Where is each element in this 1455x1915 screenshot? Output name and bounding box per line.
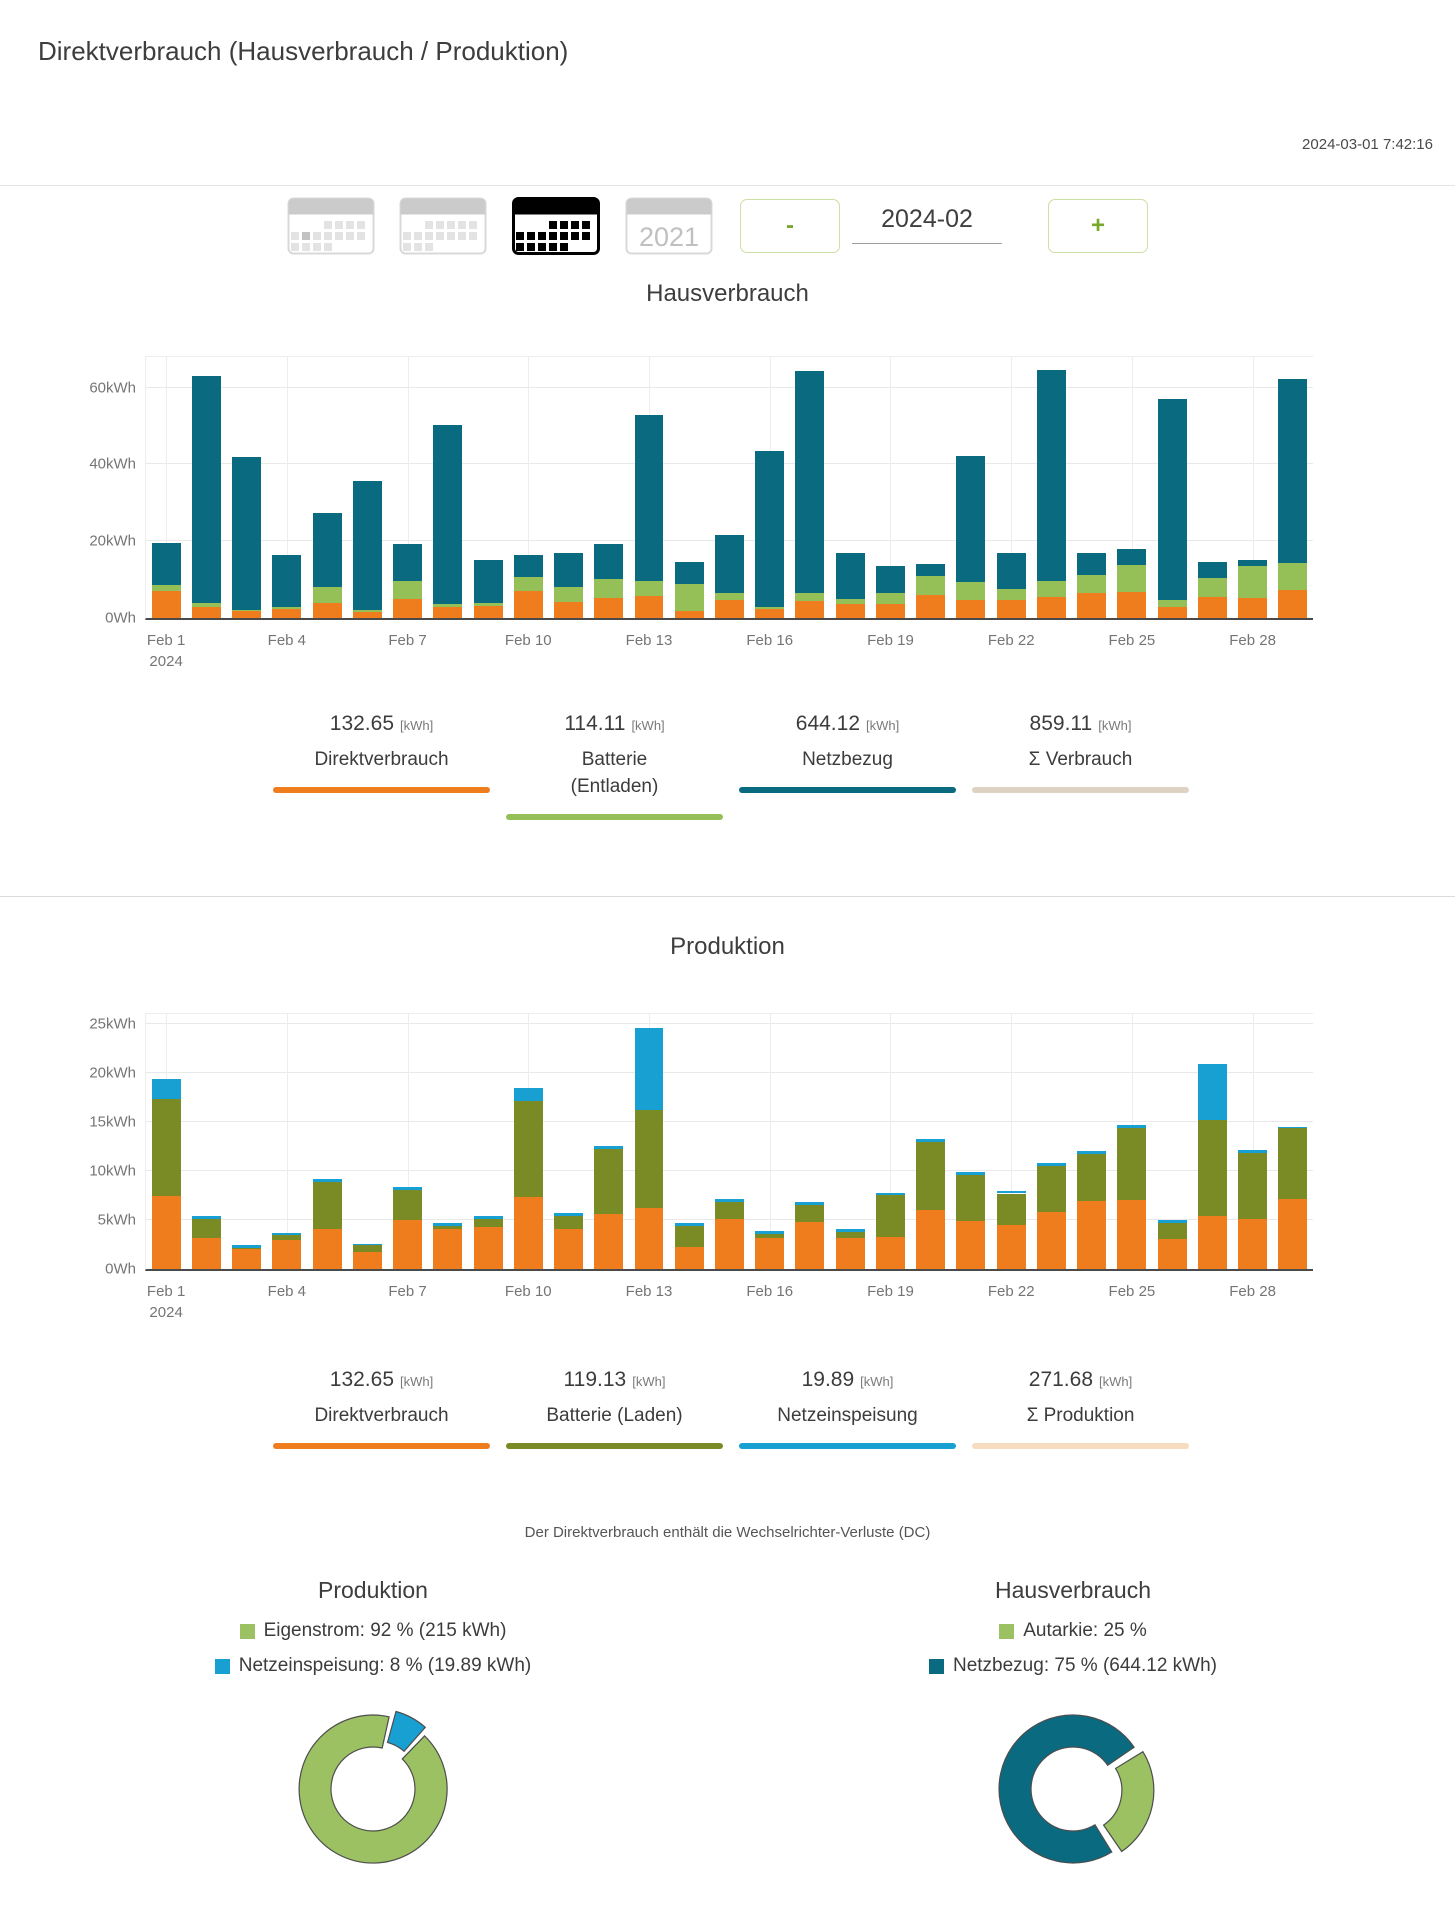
- bar-segment: [755, 1231, 784, 1234]
- summary-value: 132.65: [329, 1368, 394, 1391]
- bar-segment: [956, 1172, 985, 1175]
- legend-item: [163, 1620, 583, 1642]
- bar-segment: [232, 611, 261, 618]
- bar-segment: [313, 1179, 342, 1182]
- bar-segment: [152, 543, 181, 585]
- bar-segment: [433, 1226, 462, 1229]
- bar-segment: [1158, 1239, 1187, 1269]
- bar-segment: [1117, 1200, 1146, 1269]
- summary-item: [731, 1368, 964, 1449]
- bar-segment: [1037, 581, 1066, 598]
- year-view-icon[interactable]: [625, 197, 713, 255]
- production-donut-panel: [163, 1577, 583, 1884]
- page-title: Direktverbrauch (Hausverbrauch / Produktion): [38, 36, 569, 66]
- summary-underline: [506, 814, 723, 820]
- h-gridline: [146, 387, 1313, 388]
- h-gridline: [146, 1072, 1313, 1073]
- bar-segment: [916, 1210, 945, 1269]
- bar-segment: [594, 1146, 623, 1149]
- summary-item: [964, 1368, 1197, 1449]
- bar-segment: [594, 598, 623, 618]
- bar-segment: [1077, 1151, 1106, 1154]
- bar-segment: [514, 1101, 543, 1197]
- bar-segment: [1117, 565, 1146, 592]
- bar-segment: [152, 1196, 181, 1269]
- donut-slice: [1104, 1752, 1154, 1852]
- bar-segment: [836, 599, 865, 604]
- x-axis-label: Feb 19: [867, 1283, 914, 1300]
- day-view-calendar-icon[interactable]: [287, 197, 375, 255]
- summary-unit: [kWh]: [632, 1374, 666, 1389]
- summary-label: Σ Verbrauch: [1028, 749, 1133, 770]
- x-axis-label: Feb 4: [267, 1283, 307, 1300]
- bar-segment: [433, 1229, 462, 1269]
- bar-segment: [916, 1139, 945, 1142]
- bar-segment: [795, 601, 824, 618]
- x-axis-label: Feb 1 2024: [146, 1283, 186, 1321]
- bar-segment: [997, 1194, 1026, 1225]
- bar-segment: [353, 481, 382, 610]
- bar-segment: [1117, 1125, 1146, 1128]
- summary-underline: [739, 1443, 956, 1449]
- x-axis-label: Feb 4: [267, 632, 307, 649]
- bar-segment: [1077, 1154, 1106, 1201]
- x-axis-label: Feb 10: [504, 1283, 552, 1300]
- bar-segment: [474, 1216, 503, 1219]
- bar-segment: [393, 1190, 422, 1220]
- bar-segment: [313, 587, 342, 604]
- y-axis-label: 40kWh: [89, 455, 136, 473]
- bar-segment: [675, 1247, 704, 1269]
- legend-item: [863, 1655, 1283, 1677]
- bar-segment: [1037, 1166, 1066, 1212]
- production-summary-row: [265, 1368, 1197, 1449]
- legend-label: Eigenstrom: 92 % (215 kWh): [263, 1620, 507, 1641]
- bar-segment: [433, 607, 462, 618]
- bar-segment: [715, 1199, 744, 1202]
- y-axis-label: 0Wh: [105, 609, 136, 627]
- bar-segment: [795, 1202, 824, 1205]
- bar-segment: [635, 1208, 664, 1269]
- bar-segment: [1238, 1150, 1267, 1153]
- bar-segment: [997, 1191, 1026, 1194]
- bar-segment: [272, 609, 301, 618]
- bar-segment: [956, 1221, 985, 1269]
- autarkie-legend-swatch: [999, 1624, 1014, 1639]
- svg-text:2021: 2021: [638, 222, 700, 252]
- bar-segment: [755, 451, 784, 607]
- bar-segment: [152, 585, 181, 591]
- section-divider: [0, 896, 1455, 897]
- bar-segment: [956, 456, 985, 582]
- bar-segment: [474, 1227, 503, 1269]
- summary-value: 114.11: [564, 712, 626, 735]
- bar-segment: [876, 566, 905, 592]
- bar-segment: [1238, 1153, 1267, 1219]
- netzbezug-legend-swatch: [929, 1659, 944, 1674]
- bar-segment: [795, 1205, 824, 1222]
- bar-segment: [393, 1220, 422, 1269]
- bar-segment: [272, 1235, 301, 1240]
- bar-segment: [715, 1219, 744, 1269]
- bar-segment: [514, 1197, 543, 1269]
- bar-segment: [1158, 1220, 1187, 1223]
- bar-segment: [1037, 1163, 1066, 1166]
- period-input[interactable]: [852, 205, 1002, 244]
- summary-item: [265, 1368, 498, 1449]
- bar-segment: [635, 1028, 664, 1110]
- summary-item: [498, 1368, 731, 1449]
- summary-value: 644.12: [795, 712, 860, 735]
- x-axis-label: Feb 16: [746, 632, 794, 649]
- bar-segment: [1117, 1128, 1146, 1201]
- bar-segment: [1158, 600, 1187, 607]
- month-minus-button[interactable]: -: [740, 199, 840, 253]
- summary-value: 119.13: [563, 1368, 627, 1391]
- bar-segment: [1238, 560, 1267, 565]
- bar-segment: [916, 564, 945, 576]
- bar-segment: [393, 1187, 422, 1190]
- bar-segment: [514, 577, 543, 590]
- bar-segment: [1278, 1128, 1307, 1200]
- bar-segment: [554, 1213, 583, 1216]
- summary-label: Direktverbrauch: [314, 749, 449, 770]
- bar-segment: [474, 560, 503, 603]
- consumption-donut-title: Hausverbrauch: [995, 1577, 1151, 1603]
- bar-segment: [594, 1149, 623, 1214]
- summary-label: Netzeinspeisung: [777, 1405, 918, 1426]
- summary-underline: [273, 787, 490, 793]
- summary-label: Netzbezug: [802, 749, 893, 770]
- production-donut-title: Produktion: [318, 1577, 428, 1603]
- bar-segment: [1198, 1216, 1227, 1269]
- y-axis-label: 20kWh: [89, 1064, 136, 1082]
- bar-segment: [353, 1252, 382, 1269]
- bar-segment: [1077, 553, 1106, 575]
- bar-segment: [192, 1219, 221, 1238]
- bar-segment: [1198, 578, 1227, 597]
- bar-segment: [353, 610, 382, 612]
- bar-segment: [997, 600, 1026, 618]
- bar-segment: [192, 1238, 221, 1269]
- week-view-calendar-icon[interactable]: [399, 197, 487, 255]
- x-axis-label: Feb 16: [746, 1283, 794, 1300]
- y-axis-label: 60kWh: [89, 379, 136, 397]
- bar-segment: [353, 1244, 382, 1246]
- bar-segment: [1037, 370, 1066, 581]
- x-axis-label: Feb 7: [388, 1283, 427, 1300]
- bar-segment: [876, 1193, 905, 1196]
- x-axis-label: Feb 28: [1229, 632, 1276, 649]
- bar-segment: [916, 1142, 945, 1211]
- bar-segment: [1158, 399, 1187, 600]
- bar-segment: [1278, 1199, 1307, 1269]
- bar-segment: [876, 604, 905, 618]
- legend-label: Netzeinspeisung: 8 % (19.89 kWh): [238, 1655, 532, 1676]
- bar-segment: [1077, 593, 1106, 618]
- bar-segment: [232, 1245, 261, 1248]
- summary-unit: [kWh]: [631, 718, 665, 733]
- h-gridline: [146, 1121, 1313, 1122]
- bar-segment: [192, 376, 221, 602]
- bar-segment: [1278, 590, 1307, 618]
- summary-item: [265, 712, 498, 820]
- y-axis-label: 0Wh: [105, 1260, 136, 1278]
- bar-segment: [1238, 1219, 1267, 1269]
- bar-segment: [433, 1223, 462, 1226]
- bar-segment: [1238, 566, 1267, 598]
- summary-underline: [972, 787, 1189, 793]
- bar-segment: [1037, 1212, 1066, 1269]
- bar-segment: [1117, 592, 1146, 618]
- bar-segment: [795, 593, 824, 601]
- bar-segment: [876, 1237, 905, 1269]
- month-view-calendar-icon[interactable]: [512, 197, 600, 255]
- summary-label: Σ Produktion: [1026, 1405, 1135, 1426]
- bar-segment: [836, 1229, 865, 1232]
- bar-segment: [916, 595, 945, 618]
- bar-segment: [232, 457, 261, 610]
- bar-segment: [433, 604, 462, 607]
- bar-segment: [1278, 563, 1307, 590]
- bar-segment: [1238, 598, 1267, 618]
- bar-segment: [635, 415, 664, 581]
- header-divider: [0, 185, 1455, 186]
- summary-label: Batterie (Laden): [546, 1405, 683, 1426]
- bar-segment: [272, 555, 301, 606]
- bar-segment: [1158, 607, 1187, 618]
- x-axis-label: Feb 13: [625, 632, 673, 649]
- summary-unit: [kWh]: [1098, 718, 1132, 733]
- y-axis-label: 20kWh: [89, 532, 136, 550]
- bar-segment: [192, 607, 221, 619]
- bar-segment: [675, 1226, 704, 1248]
- summary-item: [731, 712, 964, 820]
- bar-segment: [353, 612, 382, 618]
- bar-segment: [554, 1216, 583, 1229]
- bar-segment: [1117, 549, 1146, 565]
- bar-segment: [192, 1216, 221, 1219]
- summary-unit: [kWh]: [1099, 1374, 1133, 1389]
- bar-segment: [675, 1223, 704, 1226]
- consumption-bar-chart: [89, 356, 1313, 670]
- bar-segment: [232, 1248, 261, 1249]
- bar-segment: [514, 1088, 543, 1102]
- bar-segment: [715, 535, 744, 593]
- bar-segment: [916, 576, 945, 595]
- bar-segment: [514, 591, 543, 618]
- x-axis-label: Feb 1 2024: [146, 632, 186, 670]
- bar-segment: [836, 553, 865, 599]
- bar-segment: [675, 584, 704, 610]
- x-axis-label: Feb 25: [1108, 1283, 1156, 1300]
- bar-segment: [272, 1233, 301, 1235]
- bar-segment: [393, 599, 422, 618]
- bar-segment: [956, 582, 985, 600]
- legend-item: [863, 1620, 1283, 1642]
- bar-segment: [1077, 575, 1106, 593]
- bar-segment: [313, 513, 342, 587]
- consumption-chart-title: Hausverbrauch: [646, 280, 809, 307]
- y-axis-label: 15kWh: [89, 1113, 136, 1131]
- bar-segment: [1077, 1201, 1106, 1269]
- summary-item: [964, 712, 1197, 820]
- bar-segment: [635, 581, 664, 596]
- x-axis-label: Feb 10: [504, 632, 552, 649]
- bar-segment: [393, 581, 422, 599]
- bar-segment: [232, 1249, 261, 1269]
- legend-label: Autarkie: 25 %: [1023, 1620, 1147, 1641]
- bar-segment: [1198, 1064, 1227, 1120]
- x-axis-label: Feb 22: [987, 1283, 1035, 1300]
- summary-unit: [kWh]: [400, 718, 434, 733]
- legend-label: Netzbezug: 75 % (644.12 kWh): [952, 1655, 1218, 1676]
- summary-underline: [273, 1443, 490, 1449]
- bar-segment: [755, 607, 784, 609]
- v-gridline: [287, 1014, 288, 1269]
- bar-segment: [635, 1110, 664, 1208]
- x-axis-label: Feb 22: [987, 632, 1035, 649]
- bar-segment: [313, 603, 342, 618]
- bar-segment: [594, 1214, 623, 1269]
- summary-unit: [kWh]: [866, 718, 900, 733]
- production-chart-title: Produktion: [670, 933, 785, 960]
- bar-segment: [232, 610, 261, 611]
- eigenstrom-legend-swatch: [240, 1624, 255, 1639]
- consumption-donut-panel: [863, 1577, 1283, 1884]
- bar-segment: [433, 425, 462, 605]
- bar-segment: [152, 1099, 181, 1196]
- bar-segment: [1198, 1120, 1227, 1216]
- bar-segment: [675, 562, 704, 584]
- bar-segment: [997, 1225, 1026, 1269]
- h-gridline: [146, 463, 1313, 464]
- bar-segment: [474, 606, 503, 618]
- bar-segment: [554, 602, 583, 618]
- production-bar-chart: [89, 1013, 1313, 1321]
- summary-label: Direktverbrauch: [314, 1405, 449, 1426]
- bar-segment: [594, 579, 623, 598]
- timestamp: 2024-03-01 7:42:16: [1302, 136, 1433, 153]
- h-gridline: [146, 1023, 1313, 1024]
- bar-segment: [152, 591, 181, 618]
- x-axis-label: Feb 28: [1229, 1283, 1276, 1300]
- bar-segment: [353, 1245, 382, 1252]
- bar-segment: [152, 1079, 181, 1100]
- summary-value: 19.89: [801, 1368, 855, 1391]
- bar-segment: [272, 607, 301, 609]
- bar-segment: [1037, 597, 1066, 618]
- bar-segment: [1158, 1223, 1187, 1239]
- netzeinspeisung-legend-swatch: [215, 1659, 230, 1674]
- x-axis-label: Feb 25: [1108, 632, 1156, 649]
- y-axis-label: 5kWh: [97, 1211, 136, 1229]
- bar-segment: [474, 1219, 503, 1227]
- bar-segment: [1198, 562, 1227, 578]
- consumption-summary-row: [265, 712, 1197, 820]
- bar-segment: [715, 1202, 744, 1219]
- bar-segment: [836, 1238, 865, 1269]
- bar-segment: [997, 589, 1026, 601]
- bar-segment: [514, 555, 543, 578]
- bar-segment: [755, 1234, 784, 1238]
- bar-segment: [876, 1195, 905, 1236]
- bar-segment: [554, 553, 583, 587]
- bar-segment: [594, 544, 623, 579]
- bar-segment: [956, 600, 985, 618]
- dc-losses-note: Der Direktverbrauch enthält die Wechselrichter-Verluste (DC): [524, 1524, 931, 1541]
- consumption-donut-chart: [983, 1699, 1163, 1879]
- bar-segment: [1278, 379, 1307, 563]
- legend-item: [163, 1655, 583, 1677]
- summary-item: [498, 712, 731, 820]
- bar-segment: [715, 600, 744, 618]
- bar-segment: [313, 1229, 342, 1269]
- summary-value: 859.11: [1029, 712, 1093, 735]
- summary-value: 132.65: [329, 712, 394, 735]
- bar-segment: [876, 593, 905, 605]
- bar-segment: [836, 1232, 865, 1238]
- bar-segment: [313, 1182, 342, 1229]
- summary-unit: [kWh]: [400, 1374, 434, 1389]
- y-axis-label: 10kWh: [89, 1162, 136, 1180]
- bar-segment: [755, 609, 784, 618]
- bar-segment: [1198, 597, 1227, 618]
- bar-segment: [715, 593, 744, 600]
- bar-segment: [997, 553, 1026, 589]
- bar-segment: [675, 611, 704, 618]
- x-axis-label: Feb 19: [867, 632, 914, 649]
- bar-segment: [755, 1238, 784, 1269]
- bar-segment: [474, 603, 503, 605]
- bar-segment: [393, 544, 422, 581]
- bar-segment: [554, 587, 583, 602]
- bar-segment: [795, 371, 824, 593]
- bar-segment: [554, 1229, 583, 1269]
- y-axis-label: 25kWh: [89, 1015, 136, 1033]
- bar-segment: [956, 1175, 985, 1221]
- summary-unit: [kWh]: [860, 1374, 894, 1389]
- bar-segment: [192, 603, 221, 607]
- bar-segment: [635, 596, 664, 618]
- summary-underline: [972, 1443, 1189, 1449]
- production-donut-chart: [283, 1699, 463, 1879]
- summary-underline: [739, 787, 956, 793]
- x-axis-label: Feb 7: [388, 632, 427, 649]
- x-axis-label: Feb 13: [625, 1283, 673, 1300]
- summary-underline: [506, 1443, 723, 1449]
- month-plus-button[interactable]: +: [1048, 199, 1148, 253]
- bar-segment: [1278, 1127, 1307, 1128]
- summary-label: Batterie (Entladen): [570, 749, 659, 797]
- donut-slice: [299, 1715, 447, 1863]
- bar-segment: [836, 604, 865, 618]
- bar-segment: [272, 1240, 301, 1269]
- bar-segment: [795, 1222, 824, 1269]
- summary-value: 271.68: [1028, 1368, 1093, 1391]
